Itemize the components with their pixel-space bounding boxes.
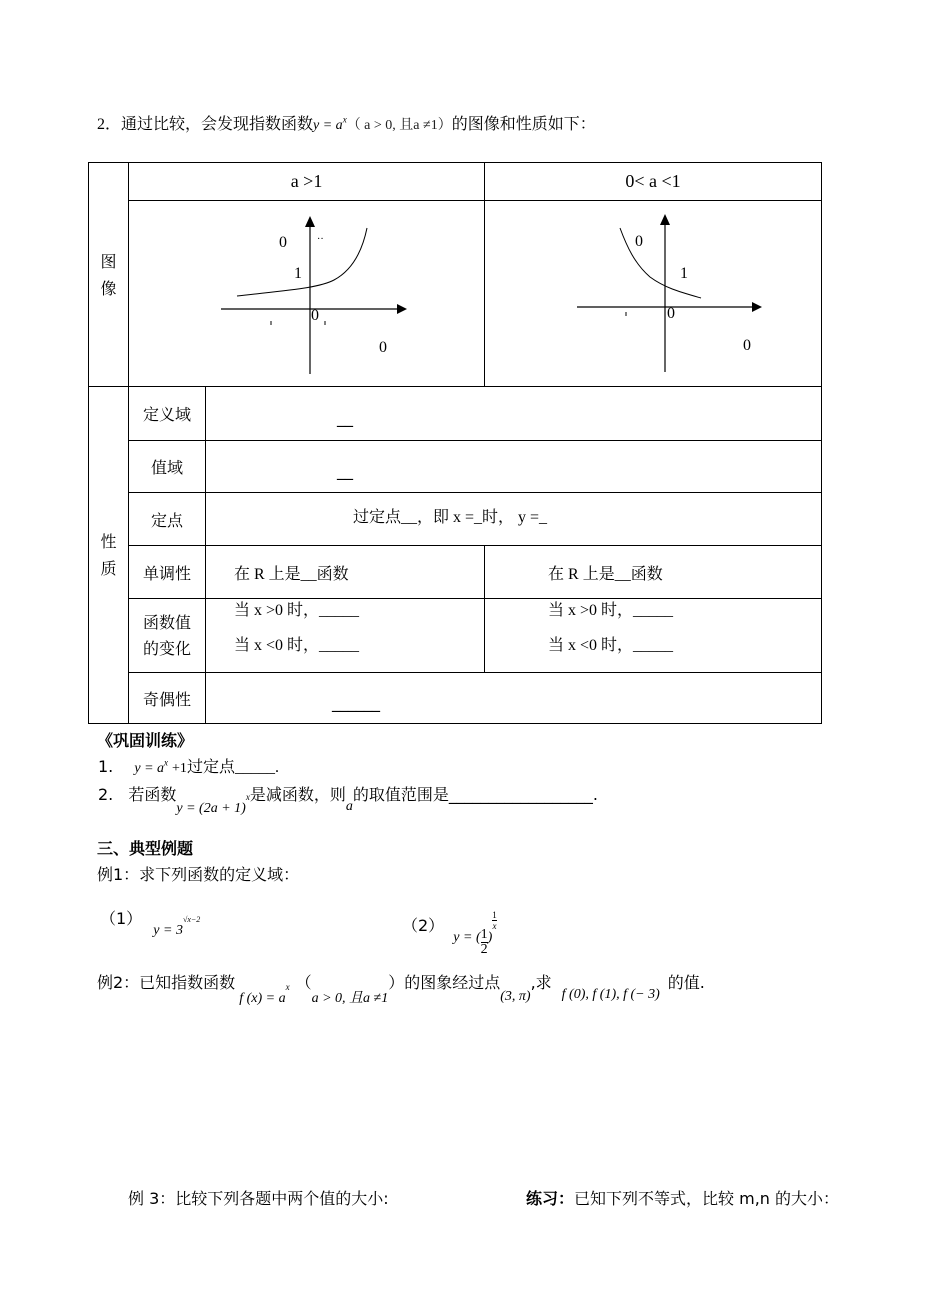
monotonic-label: 单调性: [129, 546, 206, 599]
domain-label: 定义域: [129, 387, 206, 441]
graph-decreasing: [485, 202, 820, 386]
graph-increasing: [129, 202, 484, 386]
graph1-y-top: 0: [279, 233, 287, 251]
image-row-label: 图 像: [89, 163, 129, 387]
practice-q2: 2. 若函数$y = (2a + 1)^x$是减函数，则a的取值范围是__________________.: [98, 785, 598, 816]
value-change-label: 函数值 的变化: [129, 599, 206, 673]
intro-line: [97, 111, 596, 134]
intro-cond: （ a > 0, 且a ≠1）: [346, 118, 452, 133]
intro-prefix: 2．通过比较，会发现指数函数: [97, 116, 314, 133]
properties-table: [88, 162, 822, 724]
graph2-y-one: 1: [680, 264, 689, 282]
monotonic-right: 在 R 上是__函数: [485, 546, 822, 599]
example1-part1: （1） $y = 3^{√x-2}$: [100, 909, 201, 938]
graph2-x-right: 0: [743, 336, 752, 354]
domain-value: __: [206, 387, 822, 441]
svg-text:··: ··: [317, 233, 324, 245]
section3-heading: 三、典型例题: [97, 839, 194, 858]
graph2-y-top: 0: [635, 232, 644, 250]
props-row-label: 性 质: [89, 387, 129, 724]
intro-suffix: 的图像和性质如下：: [451, 116, 596, 133]
range-value: __: [206, 441, 822, 493]
parity-label: 奇偶性: [129, 673, 206, 724]
example1-text: 例1：求下列函数的定义域：: [97, 865, 300, 884]
example1-part2: （2） y = ( $\frac{1}{2}$ ) $\frac{1}{x}$: [402, 910, 497, 957]
fixed-point-value: 过定点__，即 x =_时， y =_: [206, 493, 822, 546]
fixed-point-label: 定点: [129, 493, 206, 546]
example3-text: 例 3：比较下列各题中两个值的大小:: [128, 1189, 389, 1208]
col-header-a-gt-1: a >1: [129, 163, 485, 201]
exp-fraction: $\frac{1}{x}$: [492, 910, 497, 931]
graph1-origin: 0: [311, 306, 319, 324]
value-change-right: 当 x >0 时，_____ 当 x <0 时，_____: [485, 599, 822, 673]
parity-value: ______: [206, 673, 822, 724]
col-header-a-lt-1: 0< a <1: [485, 163, 822, 201]
example2: 例2：已知指数函数f $(x) = a^x$ （a > 0, 且a ≠1）的图象经过点(3, π),求f (0), f (1), f (− 3)的值.: [97, 973, 705, 1006]
monotonic-left: 在 R 上是__函数: [206, 546, 485, 599]
graph2-origin: 0: [667, 304, 676, 322]
exercise-text: 练习：已知下列不等式，比较 m,n 的大小：: [526, 1189, 840, 1208]
practice-heading: 《巩固训练》: [97, 731, 194, 750]
intro-exp: x: [342, 114, 347, 125]
range-label: 值域: [129, 441, 206, 493]
graph-cell-decreasing: [485, 201, 822, 387]
intro-func: y = a: [313, 118, 343, 133]
practice-q1: 1. $y = a^x +1$过定点_____.: [98, 757, 279, 776]
graph1-x-right: 0: [379, 338, 387, 356]
value-change-left: 当 x >0 时，_____ 当 x <0 时，_____: [206, 599, 485, 673]
graph1-y-one: 1: [294, 264, 302, 282]
graph-cell-increasing: [129, 201, 485, 387]
half-fraction: $\frac{1}{2}$: [480, 927, 488, 957]
